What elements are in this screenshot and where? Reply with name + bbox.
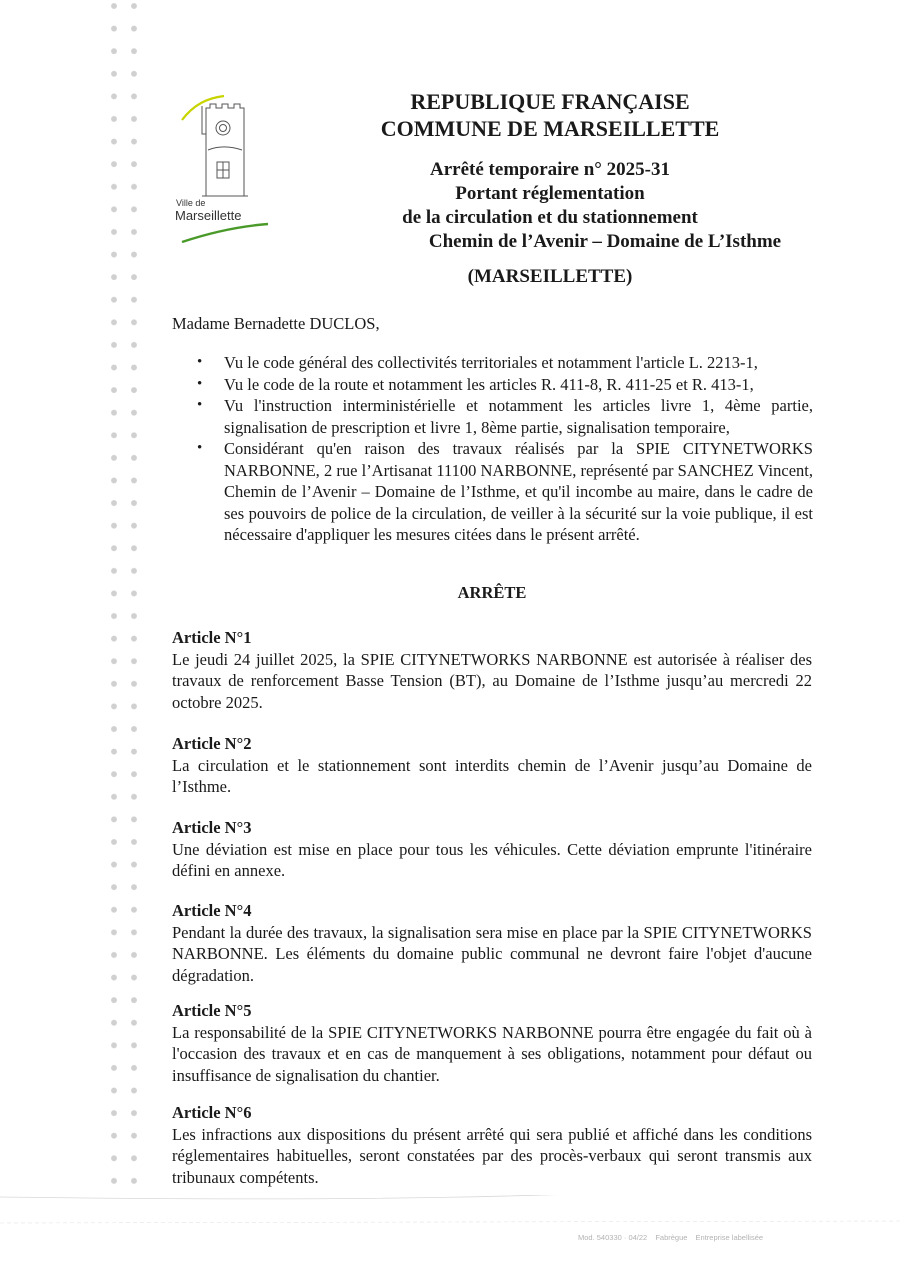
article-body: La circulation et le stationnement sont interdits chemin de l’Avenir jusqu’au Domaine de l’Isthme. bbox=[172, 755, 812, 796]
article-body: Une déviation est mise en place pour tous les véhicules. Cette déviation emprunte l'itinéraire défini en annexe. bbox=[172, 839, 812, 880]
list-item: • Vu le code général des collectivités territoriales et notamment l'article L. 2213-1, bbox=[197, 352, 813, 374]
article-6 bbox=[172, 1102, 812, 1188]
commune-line: COMMUNE DE MARSEILLETTE bbox=[380, 116, 720, 141]
form-reference: Mod. 540330 · 04/22 bbox=[578, 1233, 648, 1242]
list-item: • Vu l'instruction interministérielle et notamment les articles livre 1, 4ème partie, signalisation de prescription et livre 1, 8ème partie, signalisation temporaire, bbox=[197, 395, 813, 438]
article-title: Article N°6 bbox=[172, 1103, 252, 1122]
decree-purpose: Portant réglementation bbox=[455, 183, 645, 204]
decree-scope: de la circulation et du stationnement bbox=[402, 207, 698, 228]
svg-text:Ville de: Ville de bbox=[176, 198, 206, 208]
article-5 bbox=[172, 1000, 812, 1086]
article-title: Article N°4 bbox=[172, 901, 252, 920]
article-title: Article N°3 bbox=[172, 818, 252, 837]
town-logo bbox=[172, 92, 272, 244]
decree-subtitle bbox=[300, 158, 800, 254]
printer-label: Entreprise labellisée bbox=[695, 1233, 764, 1242]
town-hall-icon bbox=[172, 92, 272, 244]
decree-location: Chemin de l’Avenir – Domaine de L’Isthme bbox=[428, 231, 782, 252]
list-item: • Vu le code de la route et notamment les articles R. 411-8, R. 411-25 et R. 413-1, bbox=[197, 374, 813, 396]
republic-line: REPUBLIQUE FRANÇAISE bbox=[410, 89, 690, 114]
page-footer bbox=[578, 1233, 769, 1242]
article-body: Pendant la durée des travaux, la signalisation sera mise en place par la SPIE CITYNETWORKS NARBONNE. Les éléments du domaine public communal ne devront faire l'objet d'aucune dégradation. bbox=[172, 922, 812, 985]
page-edge-line bbox=[0, 1195, 900, 1225]
town-name: (MARSEILLETTE) bbox=[467, 266, 633, 287]
article-title: Article N°2 bbox=[172, 734, 252, 753]
decree-number: Arrêté temporaire n° 2025-31 bbox=[430, 159, 670, 180]
considerations-list bbox=[197, 352, 813, 546]
svg-text:Marseillette: Marseillette bbox=[175, 208, 242, 223]
article-body: La responsabilité de la SPIE CITYNETWORKS NARBONNE pourra être engagée du fait où à l'occasion des travaux et en cas de manquement à ses obligations, notamment pour défaut ou insuffisance de signalisation du chantier. bbox=[172, 1022, 812, 1085]
addressee: Madame Bernadette DUCLOS, bbox=[172, 314, 380, 333]
article-body: Les infractions aux dispositions du présent arrêté qui sera publié et affiché dans les conditions réglementaires habituelles, seront constatées par des procès-verbaux qui seront transmis aux tribunaux compétents. bbox=[172, 1124, 812, 1187]
article-title: Article N°5 bbox=[172, 1001, 252, 1020]
article-title: Article N°1 bbox=[172, 628, 252, 647]
article-3 bbox=[172, 817, 812, 882]
article-4 bbox=[172, 900, 812, 986]
list-item: • Considérant qu'en raison des travaux réalisés par la SPIE CITYNETWORKS NARBONNE, 2 rue l’Artisanat 11100 NARBONNE, représenté par SANCHEZ Vincent, Chemin de l’Avenir – Domaine de l’Isthme, et qu'il incombe au maire, dans le cadre de ses pouvoirs de police de la circulation, de veiller à la sécurité sur la voie publique, il est nécessaire d'appliquer les mesures citées dans le présent arrêté. bbox=[197, 438, 813, 546]
decree-title: ARRÊTE bbox=[457, 583, 527, 602]
article-2 bbox=[172, 733, 812, 798]
article-1 bbox=[172, 627, 812, 713]
document-header bbox=[300, 88, 800, 142]
printer-name: Fabrègue bbox=[655, 1233, 688, 1242]
article-body: Le jeudi 24 juillet 2025, la SPIE CITYNETWORKS NARBONNE est autorisée à réaliser des travaux de renforcement Basse Tension (BT), au Domaine de l’Isthme jusqu’au mercredi 22 octobre 2025. bbox=[172, 649, 812, 712]
page-perforation bbox=[108, 0, 142, 1200]
